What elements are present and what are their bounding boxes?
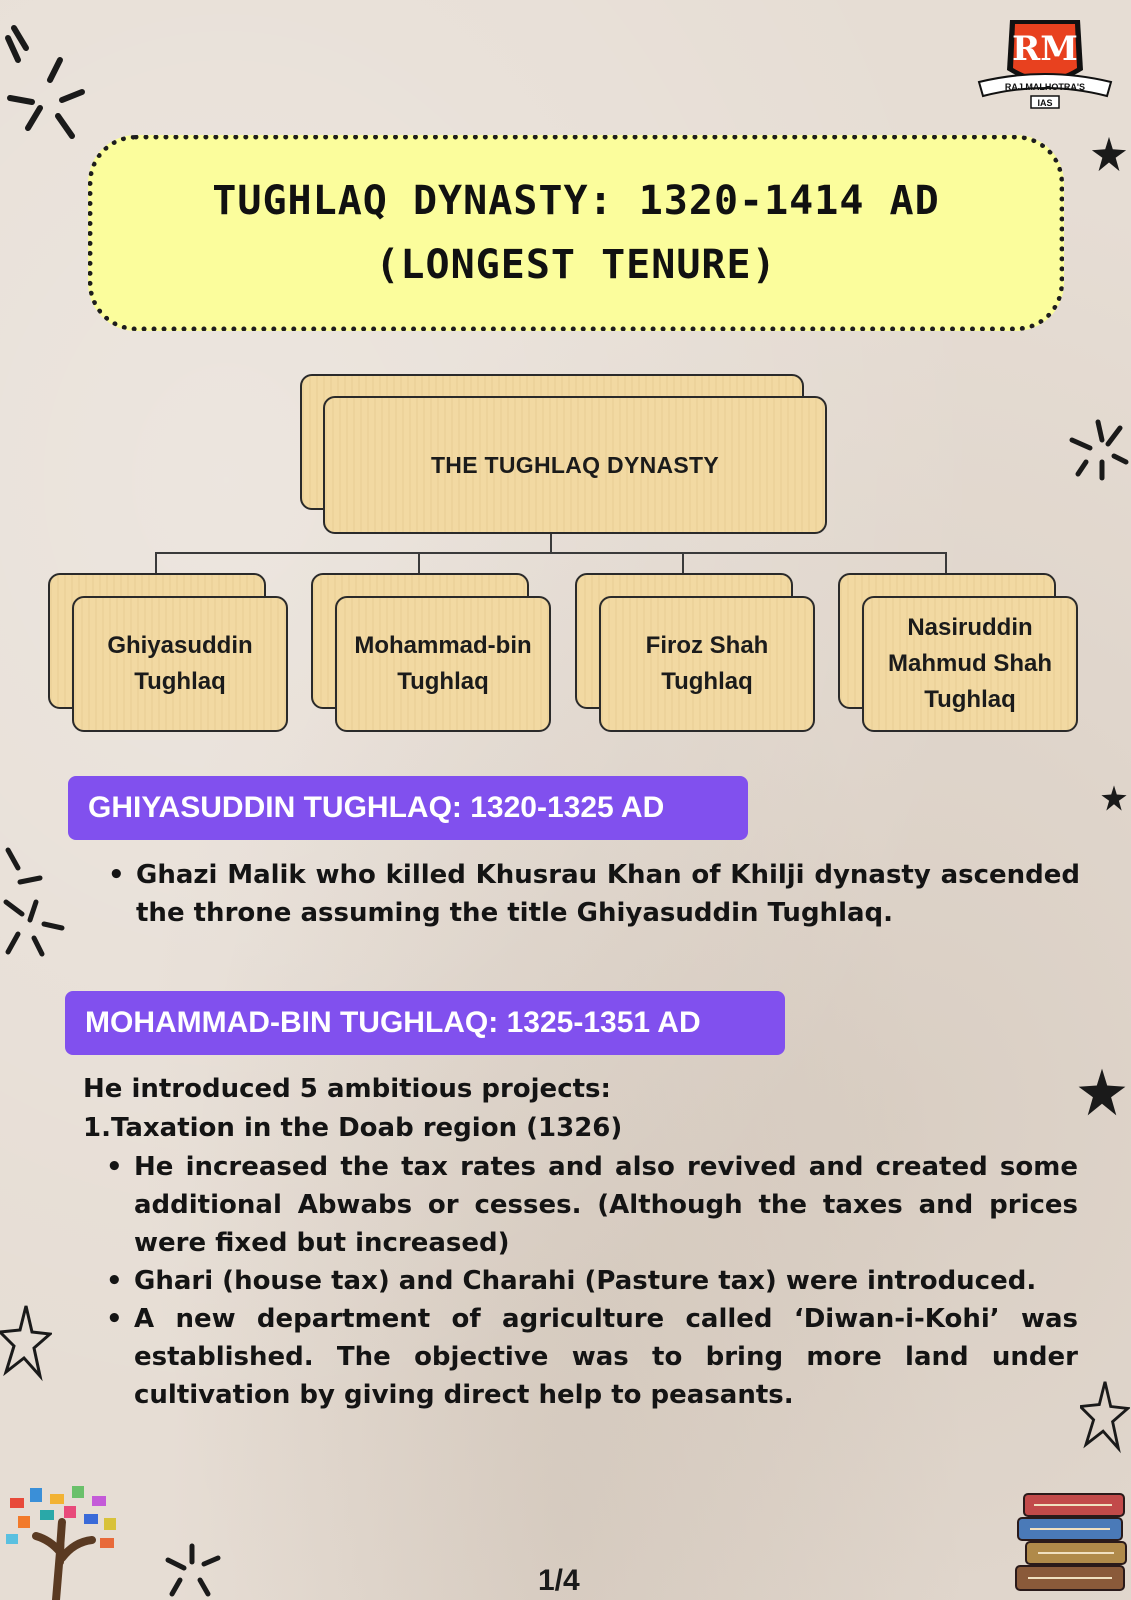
connector-line	[418, 552, 420, 574]
child-card-ghiyasuddin: Ghiyasuddin Tughlaq	[72, 596, 288, 732]
project-subheading: 1.Taxation in the Doab region (1326)	[83, 1113, 623, 1143]
bullet-item: • Ghazi Malik who killed Khusrau Khan of Khilji dynasty ascended the throne assuming the title Ghiyasuddin Tughlaq.	[108, 856, 1080, 932]
section-heading-mohammad: MOHAMMAD-BIN TUGHLAQ: 1325-1351 AD	[65, 991, 785, 1055]
child-card-mohammad: Mohammad-bin Tughlaq	[335, 596, 551, 732]
section-heading-ghiyasuddin: GHIYASUDDIN TUGHLAQ: 1320-1325 AD	[68, 776, 748, 840]
star-doodle-icon	[1076, 1066, 1128, 1118]
connector-line	[550, 534, 552, 553]
sparkle-doodle-icon	[158, 1540, 222, 1598]
book-stack-illustration-icon	[1014, 1486, 1131, 1600]
connector-line	[682, 552, 684, 574]
bullet-item: • He increased the tax rates and also revived and created some additional Abwabs or cesses. (Although the taxes and prices were fixed but increased)	[106, 1148, 1078, 1262]
logo-ribbon-text: RAJ MALHOTRA'S	[1004, 82, 1086, 92]
bullet-item: • A new department of agriculture called ‘Diwan-i-Kohi’ was established. The objective was to bring more land under cultivation by giving direct help to peasants.	[106, 1300, 1078, 1414]
connector-line	[155, 552, 157, 574]
page-number: 1/4	[538, 1564, 580, 1597]
ghiyasuddin-bullets	[108, 856, 1080, 932]
dynasty-hierarchy-chart	[0, 0, 1131, 760]
connector-line	[155, 552, 947, 554]
star-outline-doodle-icon	[1080, 1378, 1130, 1454]
logo-ias-text: IAS	[1037, 98, 1053, 108]
logo-initials: RM	[1012, 29, 1078, 69]
page-subtitle: (LONGEST TENURE)	[375, 242, 777, 288]
root-card: THE TUGHLAQ DYNASTY	[323, 396, 827, 534]
connector-line	[945, 552, 947, 574]
child-card-firoz: Firoz Shah Tughlaq	[599, 596, 815, 732]
bullet-item: • Ghari (house tax) and Charahi (Pasture tax) were introduced.	[106, 1262, 1078, 1300]
sparkle-doodle-icon	[0, 842, 66, 962]
projects-intro: He introduced 5 ambitious projects:	[83, 1074, 611, 1104]
book-tree-illustration-icon	[0, 1482, 130, 1600]
child-card-nasiruddin: Nasiruddin Mahmud Shah Tughlaq	[862, 596, 1078, 732]
taxation-bullets	[106, 1148, 1078, 1414]
page-title: TUGHLAQ DYNASTY: 1320-1414 AD	[212, 178, 940, 224]
star-outline-doodle-icon	[0, 1302, 52, 1382]
star-doodle-icon	[1100, 784, 1128, 812]
